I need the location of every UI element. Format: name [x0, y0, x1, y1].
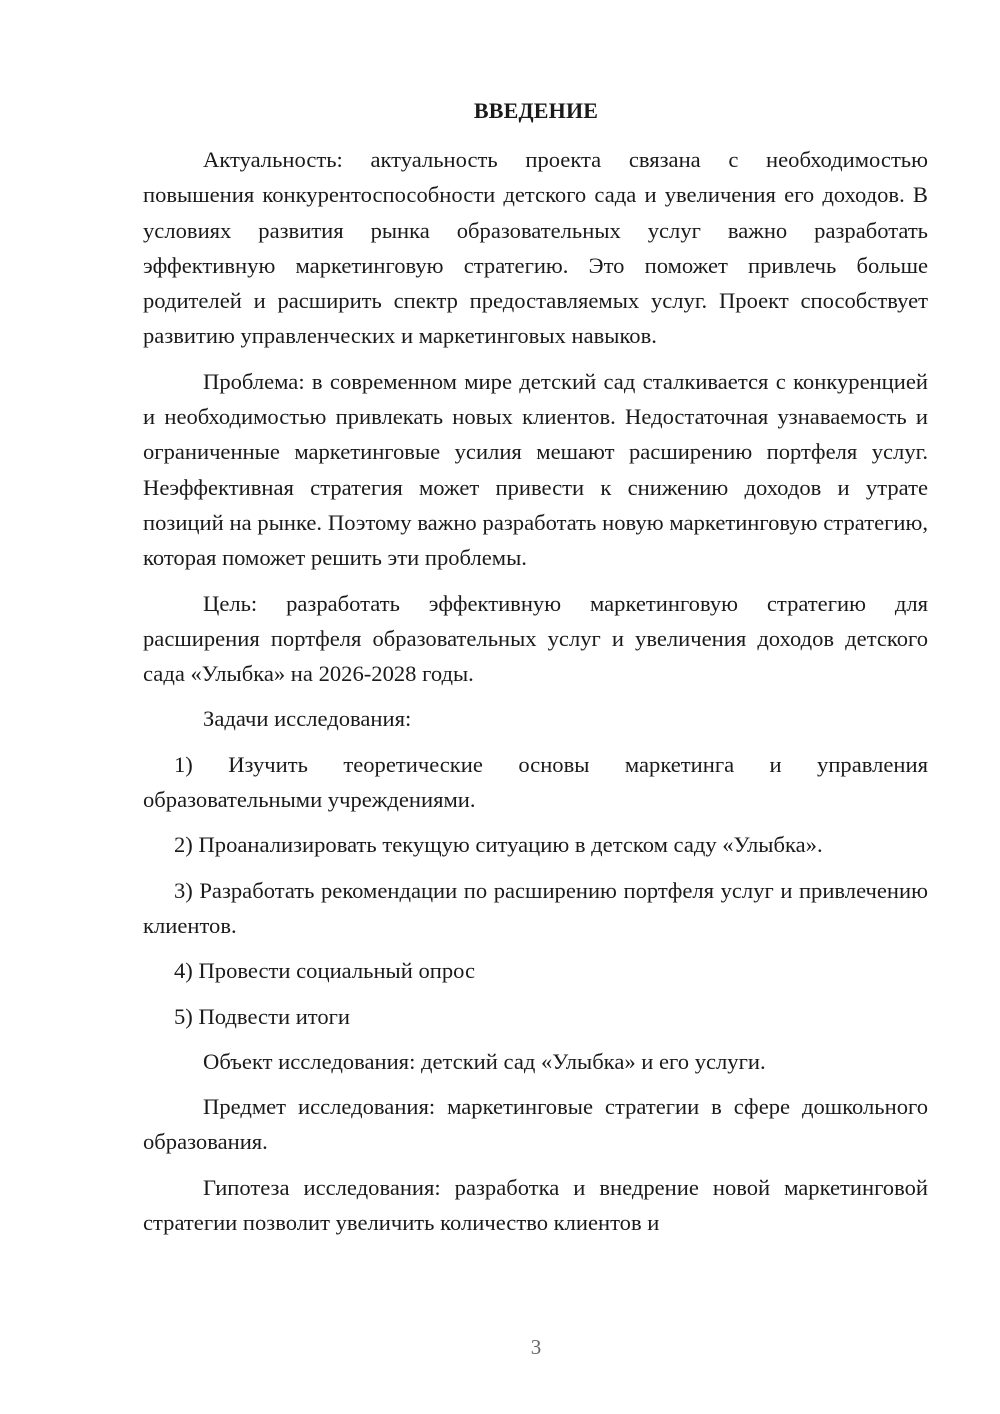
- page-number: 3: [530, 1335, 542, 1359]
- tasks-list: [143, 747, 928, 1034]
- list-item: 1) Изучить теоретические основы маркетинга и управления образовательными учреждениями.: [143, 751, 928, 813]
- paragraph-hypothesis: Гипотеза исследования: разработка и внедрение новой маркетинговой стратегии позволит увеличить количество клиентов и: [143, 1174, 928, 1236]
- page-title: ВВЕДЕНИЕ: [473, 98, 599, 123]
- list-item: 5) Подвести итоги: [174, 1003, 351, 1029]
- paragraph-object: Объект исследования: детский сад «Улыбка» и его услуги.: [203, 1048, 766, 1074]
- tasks-heading: Задачи исследования:: [203, 706, 412, 732]
- list-item: 4) Провести социальный опрос: [174, 958, 476, 984]
- list-item: 3) Разработать рекомендации по расширению портфеля услуг и привлечению клиентов.: [143, 877, 928, 938]
- paragraph-problem: Проблема: в современном мире детский сад сталкивается с конкуренцией и необходимостью привлекать новых клиентов. Недостаточная узнаваемость и ограниченные маркетинговые усилия мешают расширению портфеля услуг. Неэффективная стратегия может привести к снижению доходов и утрате позиций на рынке. Поэтому важно разработать новую маркетинговую стратегию, которая поможет решить эти проблемы.: [143, 368, 928, 571]
- list-item: 2) Проанализировать текущую ситуацию в детском саду «Улыбка».: [174, 832, 823, 858]
- paragraph-relevance: Актуальность: актуальность проекта связана с необходимостью повышения конкурентоспособности детского сада и увеличения его доходов. В условиях развития рынка образовательных услуг важно разработать эффективную маркетинговую стратегию. Это поможет привлечь больше родителей и расширить спектр предоставляемых услуг. Проект способствует развитию управленческих и маркетинговых навыков.: [143, 147, 928, 349]
- paragraph-goal: Цель: разработать эффективную маркетинговую стратегию для расширения портфеля образовательных услуг и увеличения доходов детского сада «Улыбка» на 2026-2028 годы.: [143, 590, 928, 687]
- document-body: [143, 142, 928, 1240]
- paragraph-subject: Предмет исследования: маркетинговые стратегии в сфере дошкольного образования.: [143, 1094, 928, 1155]
